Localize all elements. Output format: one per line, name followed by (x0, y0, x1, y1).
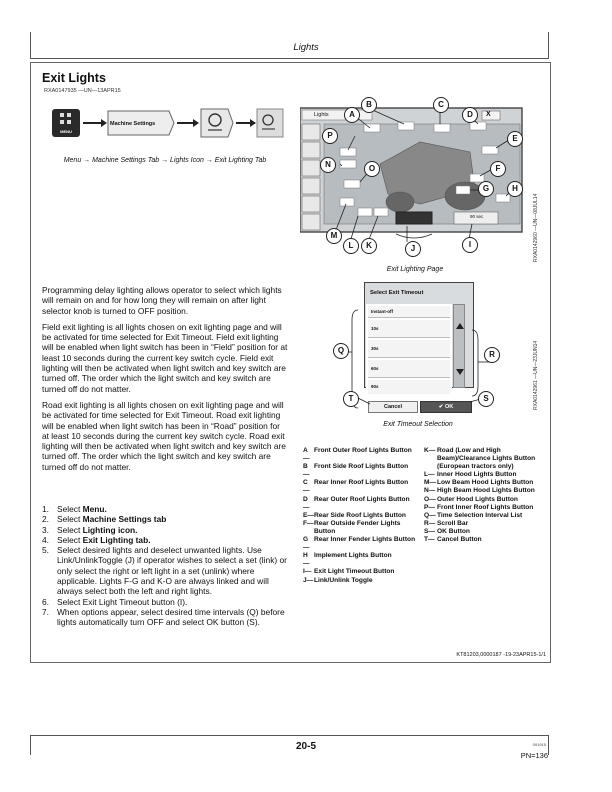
callout-l: L (343, 238, 359, 254)
legend-item: J— Link/Unlink Toggle (303, 576, 373, 584)
legend-item: M— Low Beam Hood Lights Button (424, 479, 534, 487)
body-paragraphs (42, 285, 288, 478)
timeout-option-60s[interactable]: 60s (368, 360, 450, 378)
callout-o: O (364, 161, 380, 177)
page-number: 20-5 (295, 741, 316, 752)
legend-item: K— Road (Low and High Beam)/Clearance Lights Button (European tractors only) (424, 447, 536, 471)
document-code: KT81203,0000187 -19-23APR15-1/1 (456, 652, 546, 658)
legend-item: N— High Beam Hood Lights Button (424, 487, 535, 495)
legend-item: H— Implement Lights Button (303, 552, 392, 568)
pn-number: PN=136 (520, 751, 548, 760)
legend-item: Q— Time Selection Interval List (424, 511, 523, 519)
legend-item: G— Rear Inner Fender Lights Button (303, 536, 416, 552)
legend-item: D— Rear Outer Roof Lights Button (303, 495, 410, 511)
footer-rule (30, 735, 549, 736)
callout-b: B (361, 97, 377, 113)
timeout-dialog-title: Select Exit Timeout (370, 290, 424, 296)
callout-n: N (320, 157, 336, 173)
callout-r: R (484, 347, 500, 363)
step-item: 2. Select Machine Settings tab (42, 514, 167, 525)
paragraph-field-exit: Field exit lighting is all lights chosen on exit lighting page and will be activated for time selected for Exit Timeout. Field exit lighting will be enabled when light switch has been in “Field” position for at least 10 seconds during the current key switch cycle. Field exit lighting will then be activated when light switch and key switch are turned off. The order which the light switch and key switch are turned off do not matter. (42, 321, 288, 394)
close-button[interactable]: X (486, 111, 491, 118)
callout-g: G (478, 181, 494, 197)
page-header-title: Lights (293, 42, 319, 53)
exit-light-timeout-button[interactable]: 90 sec (470, 214, 484, 219)
header-rule (30, 58, 549, 59)
callout-t: T (343, 391, 359, 407)
step-item: 1. Select Menu. (42, 504, 107, 514)
legend-item: T— Cancel Button (424, 536, 482, 544)
timeout-caption: Exit Timeout Selection (383, 421, 453, 428)
timeout-option-10s[interactable]: 10s (368, 320, 450, 338)
step-item: 4. Select Exit Lighting tab. (42, 534, 151, 545)
callout-s: S (478, 391, 494, 407)
callout-f: F (490, 161, 506, 177)
step-item: 5. Select desired lights and deselect unwanted lights. Use Link/UnlinkToggle (J) if operator wishes to select a set (link) or only select the right or left light in a set (unlink) where applicable. Lights F-G and K-O are always linked and will always select both the left and right lights. (42, 545, 287, 597)
legend-item: P— Front Inner Roof Lights Button (424, 503, 534, 511)
check-icon: ✔ (438, 404, 445, 410)
paragraph-road-exit: Road exit lighting is all lights chosen on exit lighting page and will be activated for time selected for Exit Timeout. Road exit lighting will be enabled when light switch has been in “Road” position for at least 10 seconds during the current key switch cycle. Road exit lighting will then be activated when light switch and key switch are turned off. The order which the light switch and key switch are turned off do not matter. (42, 399, 286, 472)
callout-k: K (361, 238, 377, 254)
lights-page-caption: Exit Lighting Page (386, 266, 444, 273)
steps-list (42, 504, 288, 628)
step-item: 3. Select Lighting icon. (42, 524, 138, 535)
legend-right (424, 447, 542, 544)
menu-path-figure (52, 108, 284, 140)
figure-ref-timeout: RXA0142961 —UN—23JUN14 (533, 340, 539, 410)
step-item: 6. Select Exit Light Timeout button (I). (42, 596, 188, 607)
callout-d: D (462, 107, 478, 123)
ok-button-label: OK (444, 404, 454, 410)
legend-item: R— Scroll Bar (424, 519, 469, 527)
legend-item: L— Inner Hood Lights Button (424, 471, 517, 479)
menu-button-label: MENU (60, 129, 72, 134)
section-title: Exit Lights (42, 71, 106, 85)
legend-item: A— Front Outer Roof Lights Button (303, 447, 412, 463)
callout-p: P (322, 128, 338, 144)
legend-item: S— OK Button (424, 527, 470, 535)
callout-c: C (433, 97, 449, 113)
callout-m: M (326, 228, 342, 244)
cancel-button[interactable]: Cancel (368, 401, 418, 413)
lights-tab-label[interactable]: Lights (314, 112, 329, 118)
figure-ref-lights-page: RXA0142960 —UN—08JUL14 (533, 193, 539, 262)
legend-item: C— Rear Inner Roof Lights Button (303, 479, 409, 495)
callout-q: Q (333, 343, 349, 359)
callout-h: H (507, 181, 523, 197)
callout-j: J (405, 241, 421, 257)
legend-item: O— Outer Hood Lights Button (424, 495, 518, 503)
legend-item: F— Rear Outside Fender Lights Button (303, 519, 401, 535)
figure-ref-menu: RXA0147935 —UN—13APR15 (44, 88, 121, 94)
step-item: 7. When options appear, select desired time intervals (Q) before lights automatically turn OFF and select OK button (S). (42, 606, 285, 628)
paragraph-intro: Programming delay lighting allows operator to select which lights will remain on and for how long they will remain on after light selector knob is turned to OFF position. (42, 285, 282, 316)
menu-path-caption: Menu → Machine Settings Tab → Lights Icon → Exit Lighting Tab (63, 157, 267, 164)
callout-a: A (344, 107, 360, 123)
timeout-option-90s[interactable]: 90s (368, 380, 450, 394)
legend-item: I— Exit Light Timeout Button (303, 568, 395, 576)
callout-e: E (507, 131, 523, 147)
footer-date-code: 091915 (532, 742, 546, 747)
legend-left (303, 447, 419, 585)
legend-item: E— Rear Side Roof Lights Button (303, 511, 406, 519)
timeout-option-30s[interactable]: 30s (368, 340, 450, 358)
legend-item: B— Front Side Roof Lights Button (303, 463, 409, 479)
machine-settings-tab[interactable]: Machine Settings (110, 121, 156, 127)
callout-i: I (462, 237, 478, 253)
timeout-option-instant-off[interactable]: Instant-off (368, 306, 450, 318)
